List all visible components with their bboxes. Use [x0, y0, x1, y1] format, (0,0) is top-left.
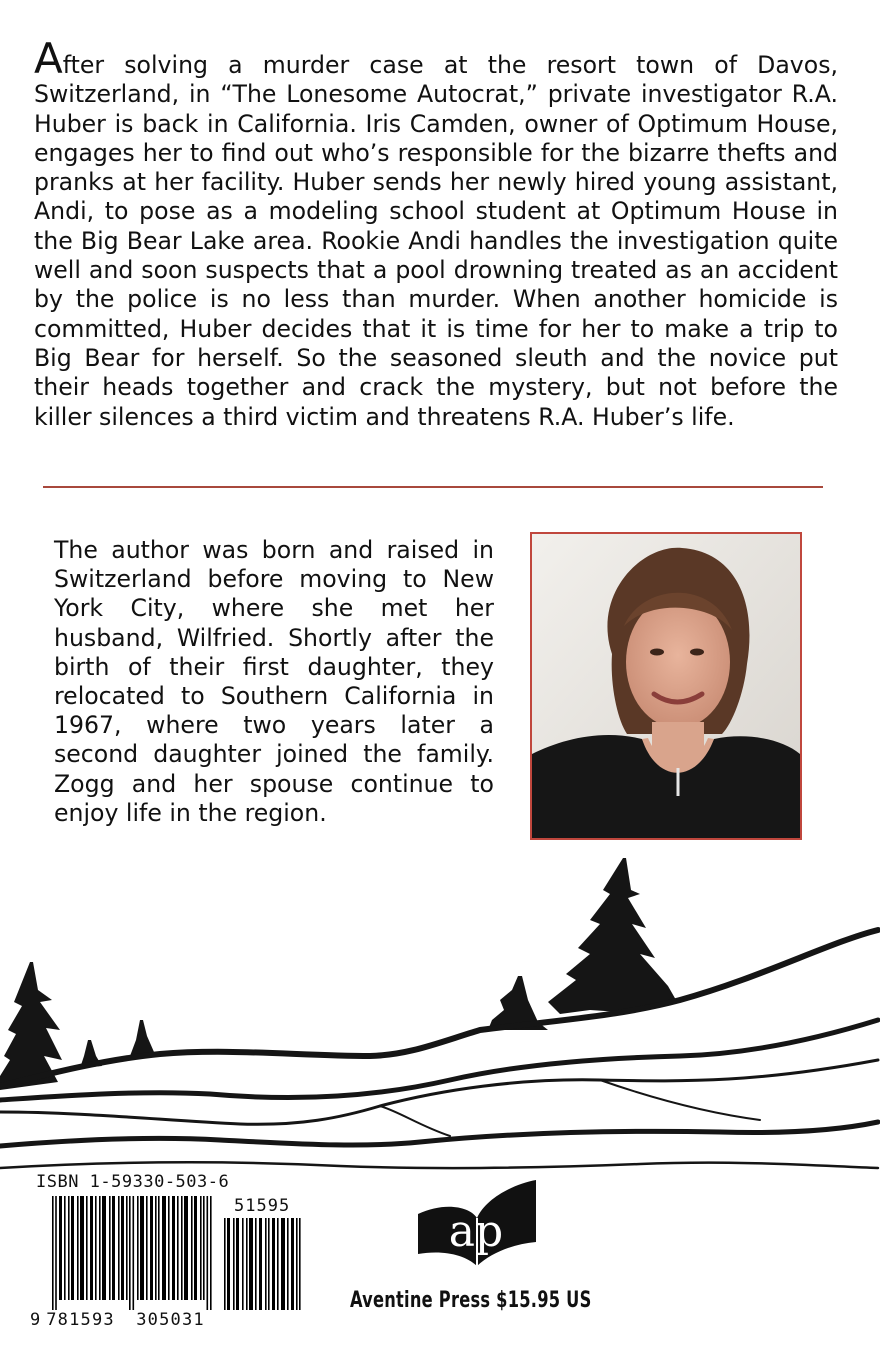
pine-tree-large: [548, 858, 676, 1014]
author-photo: [530, 532, 802, 840]
isbn-barcode: [28, 1172, 318, 1332]
ean-right-digits: 305031: [136, 1310, 205, 1330]
publisher-and-price: Aventine Press $15.95 US: [350, 1288, 592, 1313]
price-code: 51595: [234, 1196, 291, 1216]
ean-barcode-bars: [52, 1196, 212, 1310]
drop-cap: A: [34, 34, 63, 83]
isbn-label: ISBN 1-59330-503-6: [36, 1172, 230, 1192]
ean-first-digit: 9: [30, 1310, 41, 1330]
mountain-landscape-illustration: [0, 850, 880, 1190]
blurb-text: fter solving a murder case at the resort town of Davos, Switzerland, in “The Lonesome Autocrat,” private investigator R.A. Huber is back in California. Iris Camden, owner of Optimum House, engages her to find out who’s responsible for the bizarre thefts and pranks at her facility. Huber sends her newly hired young assistant, Andi, to pose as a modeling school student at Optimum House in the Big Bear Lake area. Rookie Andi handles the investigation quite well and soon suspects that a pool drowning treated as an accident by the police is no less than murder. When another homicide is committed, Huber decides that it is time for her to make a trip to Big Bear for herself. So the seasoned sleuth and the novice put their heads together and crack the mystery, but not before the killer silences a third victim and threatens R.A. Huber’s life.: [34, 51, 838, 431]
aventine-press-logo: [414, 1176, 540, 1268]
author-bio: The author was born and raised in Switzerland before moving to New York City, where she met her husband, Wilfried. Shortly after the birth of their first daughter, they relocated to Southern California in 1967, where two years later a second daughter joined the family. Zogg and her spouse continue to enjoy life in the region.: [54, 536, 494, 827]
price-addon-bars: [224, 1218, 302, 1310]
ean-number: [30, 1310, 226, 1330]
pine-tree-left-tiny: [130, 1020, 154, 1056]
ean-left-digits: 781593: [46, 1310, 115, 1330]
logo-lettering: ap: [448, 1206, 504, 1257]
divider-rule: [43, 486, 823, 488]
back-cover-blurb: [34, 34, 838, 432]
